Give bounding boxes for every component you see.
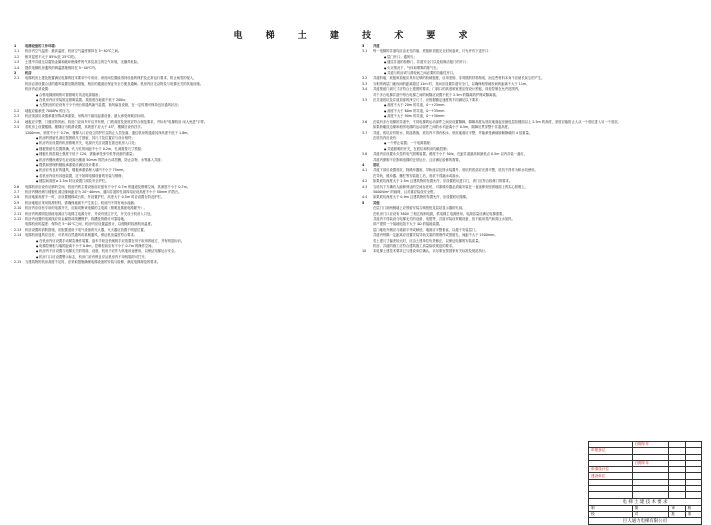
clause-text: 在机房内应安装固定照明装置，其照度在地面不低于 200lx； <box>39 98 129 103</box>
clause-number: 4.1 <box>362 168 368 173</box>
clause-text: 机房必须设置合适的通风装置及隔热措施，相应的通道应保证安全方便及通畅。机房内应无杂物及与电梯无关的其他设施。 <box>25 81 204 86</box>
clause-text: 井道内照明不应影响电梯的正常运行，且应满足检修的需要。 <box>373 157 463 162</box>
clause-number: 3.7 <box>362 130 368 135</box>
clause-number: 1.3 <box>14 60 20 65</box>
clause-number: 2.3 <box>14 114 20 119</box>
clause-number: 3.1 <box>362 49 368 54</box>
clause-text: 若机房内设有其他装置，应不妨碍电梯设备的安装与维修； <box>39 173 125 178</box>
clause-text: 在装有多台电梯的井道中，不同电梯的运动部件之间应设置隔障，隔障高度从底坑地面起至最低层站楼面以上 2.5m 的高度，宽度应能防止人从一个底坑进入另一个底坑。 <box>373 119 621 124</box>
clause-text: 在机房内应设置手动紧急操作装置，盘车手轮及松闸扳手应放置在易于取用的地方，并有明显标识。 <box>39 238 185 243</box>
clause-number: 3.4 <box>362 87 368 92</box>
clause-text: 机房应有良好的通风，楼板承重梁埋入墙内不小于 75mm。 <box>39 168 127 173</box>
clause-line <box>14 260 344 265</box>
clause-text: 机房门口应设置警示标志，机房门应有锁且应从机房内不用钥匙即可打开。 <box>39 254 148 259</box>
clause-text: 机房设置的消防措施，应配置适用于电气设备的灭火器，灭火器应放置于明显位置。 <box>25 227 147 232</box>
clause-number: 4.3 <box>362 184 368 189</box>
clause-text: 井道下部应设置底坑，除缓冲器座、导轨座以及排水装置外，底坑的底部应光滑平整，底坑不得作为积水坑使用。 <box>373 168 538 173</box>
clause-number: 2.15 <box>14 260 22 265</box>
clause-text: 地板应能承受 7000Pa 的压力。 <box>25 108 73 113</box>
title-block-company: 巨人通力电梯有限公司 <box>589 518 702 525</box>
clause-text: 用户提供一个接地电阻不大于 4Ω 的接地装置。 <box>373 222 443 227</box>
clause-text: 机房内钢丝绳穿孔应设高出楼面 50mm 的挡水台或挡圈，防止杂物、水等落入井道； <box>39 157 164 162</box>
clause-text: 井道与机房或与滑轮间之间必要的功能性开口。 <box>387 71 457 76</box>
clause-text: 通往井道的检修门，井道安全门以及检修活板门的开口； <box>387 60 470 65</box>
clause-number: 10 <box>362 249 367 254</box>
clause-number: 2.4 <box>14 119 20 124</box>
clause-number: 1 <box>14 44 17 48</box>
clause-text: 机房地板应采用防滑材料，需确保地面不产生灰尘，机房内不得有雨水渗漏。 <box>25 200 138 205</box>
clause-number: 2.6 <box>14 184 20 189</box>
title-block-cell: 申报登记 <box>589 448 633 454</box>
clause-text: 电梯机房的温度：保持在 5~40℃之间，机房内应设置温度计，以便随时检测机房温度。 <box>25 222 155 227</box>
clause-text: 火灾情况下，气体和烟雾的排气孔； <box>387 65 440 70</box>
clause-text: 机房内的照明及插座电源应与电梯主电源分开，并设有独立开关，开关设于机房入口处。 <box>25 211 154 216</box>
clause-text: 楼板孔的混凝土强度不低于 C20，需能承受曳引机等设备的重量； <box>39 152 136 157</box>
clause-text: 5000N/m² 的载荷，且对重应装设安全钳。 <box>373 189 437 194</box>
clause-number: 3.5 <box>362 98 368 103</box>
clause-text: 层门开口；通风孔； <box>387 54 417 59</box>
clause-number: 2.13 <box>14 227 22 232</box>
clause-text: 机房内空气温度：最高温度、机房空气温度保持在 5~40℃之间。 <box>25 49 122 54</box>
clause-text: 高度不大于 20m 的井道，0~+25mm <box>387 103 445 108</box>
clause-number: 2.5 <box>14 125 20 130</box>
clause-text: 本电梯土建技术要求已与建设单位确认，未尽事宜按国家有关标准及规范执行。 <box>373 249 489 254</box>
clause-number: 2.14 <box>14 233 22 238</box>
clause-text: 电梯机房应设有足够的空间，机房内的主要设备前应留有不小于 0.7m 的通道及维修空间，其深度不小于 0.7m。 <box>25 184 191 189</box>
clause-text: 当底坑下方确有人能够到达的空间存在时，对重缓冲器必须能安装在一直延伸到坚固地面上的实心桩墩上。 <box>373 184 528 189</box>
clause-text: 合格电梯照明的可靠照明灯具及电源插座； <box>39 92 102 97</box>
clause-text: 楼层间高度≥ 2.5m 时应设置门洞及安全护栏。 <box>39 179 109 184</box>
title-block-sign-cell: 审 <box>669 505 685 511</box>
clause-text: 电梯设备的工作环境： <box>25 44 58 48</box>
title-block-cell: 申请设计位 <box>589 467 633 473</box>
title-block-sign-cell: 批 <box>669 511 685 517</box>
document-title: 电 梯 土 建 技 术 要 求 <box>233 31 478 41</box>
clause-text: 机房内设置的电源线应用金属管或线槽保护，线槽及管路应可靠接地。 <box>25 217 128 221</box>
clause-text: 机房 <box>25 71 32 76</box>
clause-number: 2.8 <box>14 195 20 200</box>
clause-number: 4.2 <box>362 179 368 184</box>
clause-text: 井道照明的开关，在底坑和机房均能控制； <box>387 146 450 151</box>
title-block-sign-cell: 核 <box>685 505 701 511</box>
clause-text: 土建中井道无以腐蚀金属和破坏绝缘件的气体及灰尘的空气环境，无爆炸危险。 <box>25 60 141 65</box>
clause-text: 机房顶部应设置承重吊钩或承重梁，吊钩用于悬挂起重设备，最大承受荷载应标明。 <box>25 114 147 119</box>
clause-number: 1.2 <box>14 54 20 59</box>
clause-text: 机房地面高度不一时，应设置楼梯或台阶，并设置护栏，高差大于 0.5m 时应设置台阶及护栏。 <box>25 195 165 200</box>
title-block-sign-cell: 图 <box>632 505 669 511</box>
clause-text: 当建筑物的机房高度不足时，应采取措施确保电梯设备的安装与检修，满足电梯规范的要求。 <box>25 260 161 265</box>
clause-number: 2.11 <box>14 211 22 216</box>
clause-text: 1200mm，宽度不小于 0.7m，楼梯入口应设立防护栏以防止人员坠落，通往机房的通道其净高度不低于 1.8m。 <box>25 130 191 135</box>
clause-text: 电梯机房土建及配置满足电梯的技术要求中专用房，该房间位置能得到设备的保护及正常运行要求，防止雨雪的侵入， <box>25 76 197 81</box>
clause-text: 层门地坎外侧应与墙面平齐或稍低，墙面应平整垂直，以便于安装层门。 <box>373 227 479 232</box>
clause-number: 2 <box>14 71 17 76</box>
clause-number: 1.1 <box>14 49 20 54</box>
clause-text: 底坑 <box>373 162 380 167</box>
clause-text: 机房内不应设置与电梯无关的管道、设备，机房不应作为其他用途使用，以保证电梯运行安全。 <box>39 249 178 254</box>
clause-text: 机房内必须设置： <box>25 87 52 92</box>
clause-number: 2.9 <box>14 200 20 205</box>
clause-number: 2.1 <box>14 76 20 81</box>
clause-text: 当相邻两层门地坎间的距离超过 11m 时，其间应设置井道安全门，以确保相邻地坎间的距离不大于 11m。 <box>373 81 530 86</box>
right-column <box>362 44 700 255</box>
title-block-cell: 日期年年 <box>632 442 669 448</box>
title-block-sign-cell: 校 <box>589 511 633 517</box>
title-block-sign-cell: 准 <box>685 511 701 517</box>
clause-number: 2.2 <box>14 108 20 113</box>
clause-text: 大型机房的应设有不少于两台的通风换气装置、抽风扇及设施，在一定时期可保持良好通风状况； <box>39 103 181 108</box>
clause-text: 机房内钢丝绳与楼板孔洞边缘间距应为 20~40mm，通向井道的孔洞四周应设高度不小于 50mm 的挡台。 <box>25 189 182 194</box>
clause-number: 4 <box>362 162 365 167</box>
left-column <box>14 44 344 266</box>
clause-text: 若机房上设置楼梯，楼梯应为防滑设置，其坡度不应大于 45°，楼梯应设有扶手。 <box>25 125 144 130</box>
clause-number: 3.3 <box>362 81 368 86</box>
title-block-cell: 建设单位 <box>589 473 633 479</box>
clause-text: 机房内应设置有机房照明开关，电源开关应设置在靠近机房入口处； <box>39 141 138 146</box>
clause-number: 3.8 <box>362 152 368 157</box>
clause-text: 井道的墙、底板和顶板应具有足够的机械强度，应用坚固、非易燃的材料制成，而这些材料本身不应助长灰尘的产生。 <box>373 76 545 81</box>
clause-text: 井道内每隔一定距离应设置安装导轨支架的预埋件或预留孔，间距不大于 2500mm。 <box>373 233 498 238</box>
clause-text: 一个停止装置；一个电源插座； <box>387 141 434 146</box>
clause-text: 电梯控制柜与墙的距离不小于 0.6m，控制柜前应有不小于 0.7m 的操作空间。 <box>39 244 155 249</box>
clause-text: 井道预留门洞尺寸应符合土建图的要求，门洞口的高度和宽度应按设计预留，误差控制在允许范围内。 <box>373 87 522 92</box>
clause-number: 2.12 <box>14 217 22 221</box>
clause-number: 5 <box>362 200 365 205</box>
clause-number: 3.2 <box>362 76 368 81</box>
clause-text: 机房内应设有专用的电源开关，应能切断该电梯的主电源（照明及插座电路除外）。 <box>25 206 147 211</box>
clause-text: 对于多台电梯井道中每台电梯之间的间隔应设置不低于 2.5m 的隔离防护网或隔离墙。 <box>373 92 499 97</box>
clause-number: 2.7 <box>14 189 20 194</box>
title-block-sign-cell: 对 <box>632 511 669 517</box>
clause-text: 机房、井道的施工应符合建筑施工质量验收规范的要求。 <box>373 244 456 249</box>
clause-text: 机房的预留孔洞应按图纸尺寸预留，其尺寸及位置应与设计相符； <box>39 135 135 140</box>
clause-number: 3.6 <box>362 119 368 124</box>
clause-text: 如果底坑深度大于 2.5m 且建筑物的布置允许，应设置底坑进口门，该门应符合检修门的要求。 <box>373 179 513 184</box>
clause-number: 1.4 <box>14 65 20 70</box>
title-block-sign-cell: 制 <box>589 505 633 511</box>
clause-line <box>362 249 700 254</box>
clause-text: 井道内应设置永久性的电气照明装置，照度不小于 50lx，在距井道最高和最低点 0.5m 以内各装一盏灯。 <box>373 152 527 157</box>
clause-text: 在导轨、缓冲器、栅栏等安装竣工后，底坑不得漏水或渗水。 <box>373 173 463 178</box>
clause-text: 高度不大于 60m 的井道，0~+35mm <box>387 108 445 113</box>
clause-text: 如果底坑深度大于 0.9m 且建筑物的布置允许，应设置底坑爬梯。 <box>373 195 470 200</box>
clause-text: 地板应平整、门窗应防风雨，机房门应向外开启并有锁，门的高度及宽度应符合规范要求，并标有"电梯机房 闲人免进"字样。 <box>25 119 208 124</box>
clause-text: 楼板预留孔位置准确，孔与孔的间距不小于 0.2m，孔洞需按尺寸预留； <box>39 146 145 151</box>
title-block-table <box>588 441 702 525</box>
clause-text: 每一电梯的井道均应由无孔的墙、底板和顶板完全封闭起来，只允许有下述开口： <box>373 49 492 54</box>
clause-text: 电梯机房通风应良好，可采用自然通风或机械通风，保证机房温度符合要求。 <box>25 233 138 238</box>
clause-text: 其他 <box>373 200 380 205</box>
clause-text: 高度不大于 90m 的井道，0~+50mm <box>387 114 445 119</box>
clause-text: 在机房门口应设有 380V 三相五线制电源，供电梯主电源使用，电源容量应满足电梯需要。 <box>373 211 506 216</box>
clause-text: 井道内不得装设与电梯无关的设备、电缆等，井道可装设采暖设备，但不能用蒸汽和高压水加热。 <box>373 217 515 221</box>
clause-text: 提供电梯机房通风的调温措施维持在 5~40℃内。 <box>25 65 99 70</box>
clause-number: 3 <box>362 44 365 48</box>
clause-number: 4.4 <box>362 195 368 200</box>
clause-text: 在层门门洞两侧墙上应预留安装召唤按钮及层站显示器的孔洞。 <box>373 206 466 211</box>
clause-number: 2.10 <box>14 206 22 211</box>
title-block-drawing-title: 电 梯 土 建 技 术 要 求 <box>589 498 702 505</box>
clause-text: 提供和预埋的楼板承重梁应满足设计要求； <box>39 162 102 167</box>
clause-text: 如果轿厢顶边缘和相邻电梯的运动部件之间的水平距离小于 0.5m，隔障应贯穿整个井道高度。 <box>373 125 512 130</box>
clause-text: 在底坑内应设有： <box>373 135 400 140</box>
clause-text: 井道 <box>373 44 380 48</box>
clause-text: 在井道底坑及井道顶部的净空尺寸，应根据额定速度的不同满足以下要求： <box>373 98 482 103</box>
clause-text: 相对湿度不大于 85%(在 25℃时)。 <box>25 54 78 59</box>
title-block-cell: 日期年年 <box>632 460 669 466</box>
clause-text: 井道，底坑应有防水、防渗措施，底坑内不得有积水，底坑地面应平整，并能承受满载轿厢静载的 4 倍重量。 <box>373 130 533 135</box>
clause-text: 若土建尺寸偏差较大时，应由土建单位负责修正，以保证电梯的安装质量。 <box>373 238 482 243</box>
